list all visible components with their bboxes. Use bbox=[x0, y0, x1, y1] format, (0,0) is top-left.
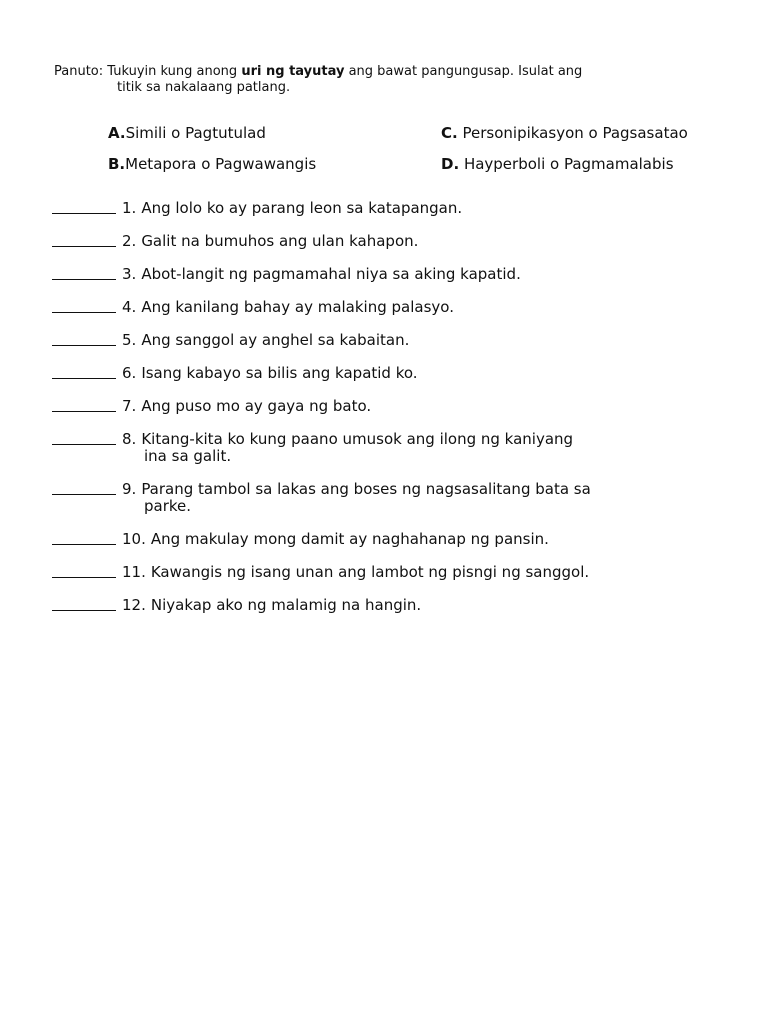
instructions-bold-text: uri ng tayutay bbox=[241, 64, 345, 79]
choice-b bbox=[108, 155, 316, 173]
answer-blank[interactable] bbox=[52, 312, 116, 313]
question-text: Kawangis ng isang unan ang lambot ng pisngi ng sanggol. bbox=[150, 563, 590, 581]
question-item bbox=[52, 431, 732, 465]
choice-letter: D. bbox=[441, 155, 460, 173]
question-item bbox=[52, 200, 732, 217]
answer-blank[interactable] bbox=[52, 577, 116, 578]
answer-blank[interactable] bbox=[52, 544, 116, 545]
question-text-continued: parke. bbox=[144, 497, 192, 515]
question-text: Niyakap ako ng malamig na hangin. bbox=[150, 596, 422, 614]
choice-letter: A. bbox=[108, 124, 126, 142]
question-item bbox=[52, 398, 732, 415]
question-text: Galit na bumuhos ang ulan kahapon. bbox=[141, 232, 419, 250]
answer-blank[interactable] bbox=[52, 411, 116, 412]
instructions-text-end: ang bawat pangungusap. Isulat ang bbox=[348, 64, 583, 79]
question-item bbox=[52, 564, 732, 581]
instructions-text-start: Tukuyin kung anong bbox=[107, 64, 238, 79]
question-number: 12. bbox=[122, 596, 146, 614]
choice-letter: B. bbox=[108, 155, 126, 173]
answer-blank[interactable] bbox=[52, 610, 116, 611]
question-text: Isang kabayo sa bilis ang kapatid ko. bbox=[141, 364, 418, 382]
choice-a bbox=[108, 124, 266, 142]
choice-text: Simili o Pagtutulad bbox=[125, 124, 266, 142]
question-number: 10. bbox=[122, 530, 146, 548]
question-item bbox=[52, 597, 732, 614]
answer-blank[interactable] bbox=[52, 494, 116, 495]
question-item bbox=[52, 481, 732, 515]
question-item bbox=[52, 332, 732, 349]
question-text: Ang kanilang bahay ay malaking palasyo. bbox=[141, 298, 454, 316]
question-number: 3. bbox=[122, 265, 137, 283]
choice-d bbox=[441, 155, 674, 173]
question-item bbox=[52, 233, 732, 250]
question-text: Ang sanggol ay anghel sa kabaitan. bbox=[141, 331, 410, 349]
question-number: 4. bbox=[122, 298, 137, 316]
answer-blank[interactable] bbox=[52, 246, 116, 247]
question-number: 9. bbox=[122, 480, 137, 498]
question-list bbox=[52, 200, 732, 630]
answer-blank[interactable] bbox=[52, 444, 116, 445]
question-item bbox=[52, 266, 732, 283]
question-number: 2. bbox=[122, 232, 137, 250]
choice-text: Personipikasyon o Pagsasatao bbox=[462, 124, 688, 142]
question-number: 5. bbox=[122, 331, 137, 349]
answer-blank[interactable] bbox=[52, 378, 116, 379]
question-text: Ang lolo ko ay parang leon sa katapangan. bbox=[141, 199, 463, 217]
question-item bbox=[52, 531, 732, 548]
answer-blank[interactable] bbox=[52, 279, 116, 280]
question-number: 1. bbox=[122, 199, 137, 217]
choice-text: Hayperboli o Pagmamalabis bbox=[463, 155, 674, 173]
question-text: Parang tambol sa lakas ang boses ng nagsasalitang bata sa bbox=[141, 480, 591, 498]
instructions-label: Panuto: bbox=[54, 64, 104, 79]
choice-letter: C. bbox=[441, 124, 458, 142]
question-text-continued: ina sa galit. bbox=[144, 447, 232, 465]
question-text: Ang puso mo ay gaya ng bato. bbox=[141, 397, 372, 415]
question-text: Abot-langit ng pagmamahal niya sa aking kapatid. bbox=[141, 265, 521, 283]
question-number: 6. bbox=[122, 364, 137, 382]
instructions-line-2: titik sa nakalaang patlang. bbox=[117, 80, 291, 95]
answer-blank[interactable] bbox=[52, 213, 116, 214]
instructions bbox=[54, 64, 744, 96]
question-number: 7. bbox=[122, 397, 137, 415]
question-item bbox=[52, 299, 732, 316]
question-text: Ang makulay mong damit ay naghahanap ng pansin. bbox=[150, 530, 549, 548]
answer-blank[interactable] bbox=[52, 345, 116, 346]
choice-c bbox=[441, 124, 688, 142]
question-item bbox=[52, 365, 732, 382]
choice-text: Metapora o Pagwawangis bbox=[125, 155, 317, 173]
question-number: 8. bbox=[122, 430, 137, 448]
question-number: 11. bbox=[122, 563, 146, 581]
question-text: Kitang-kita ko kung paano umusok ang ilong ng kaniyang bbox=[141, 430, 574, 448]
